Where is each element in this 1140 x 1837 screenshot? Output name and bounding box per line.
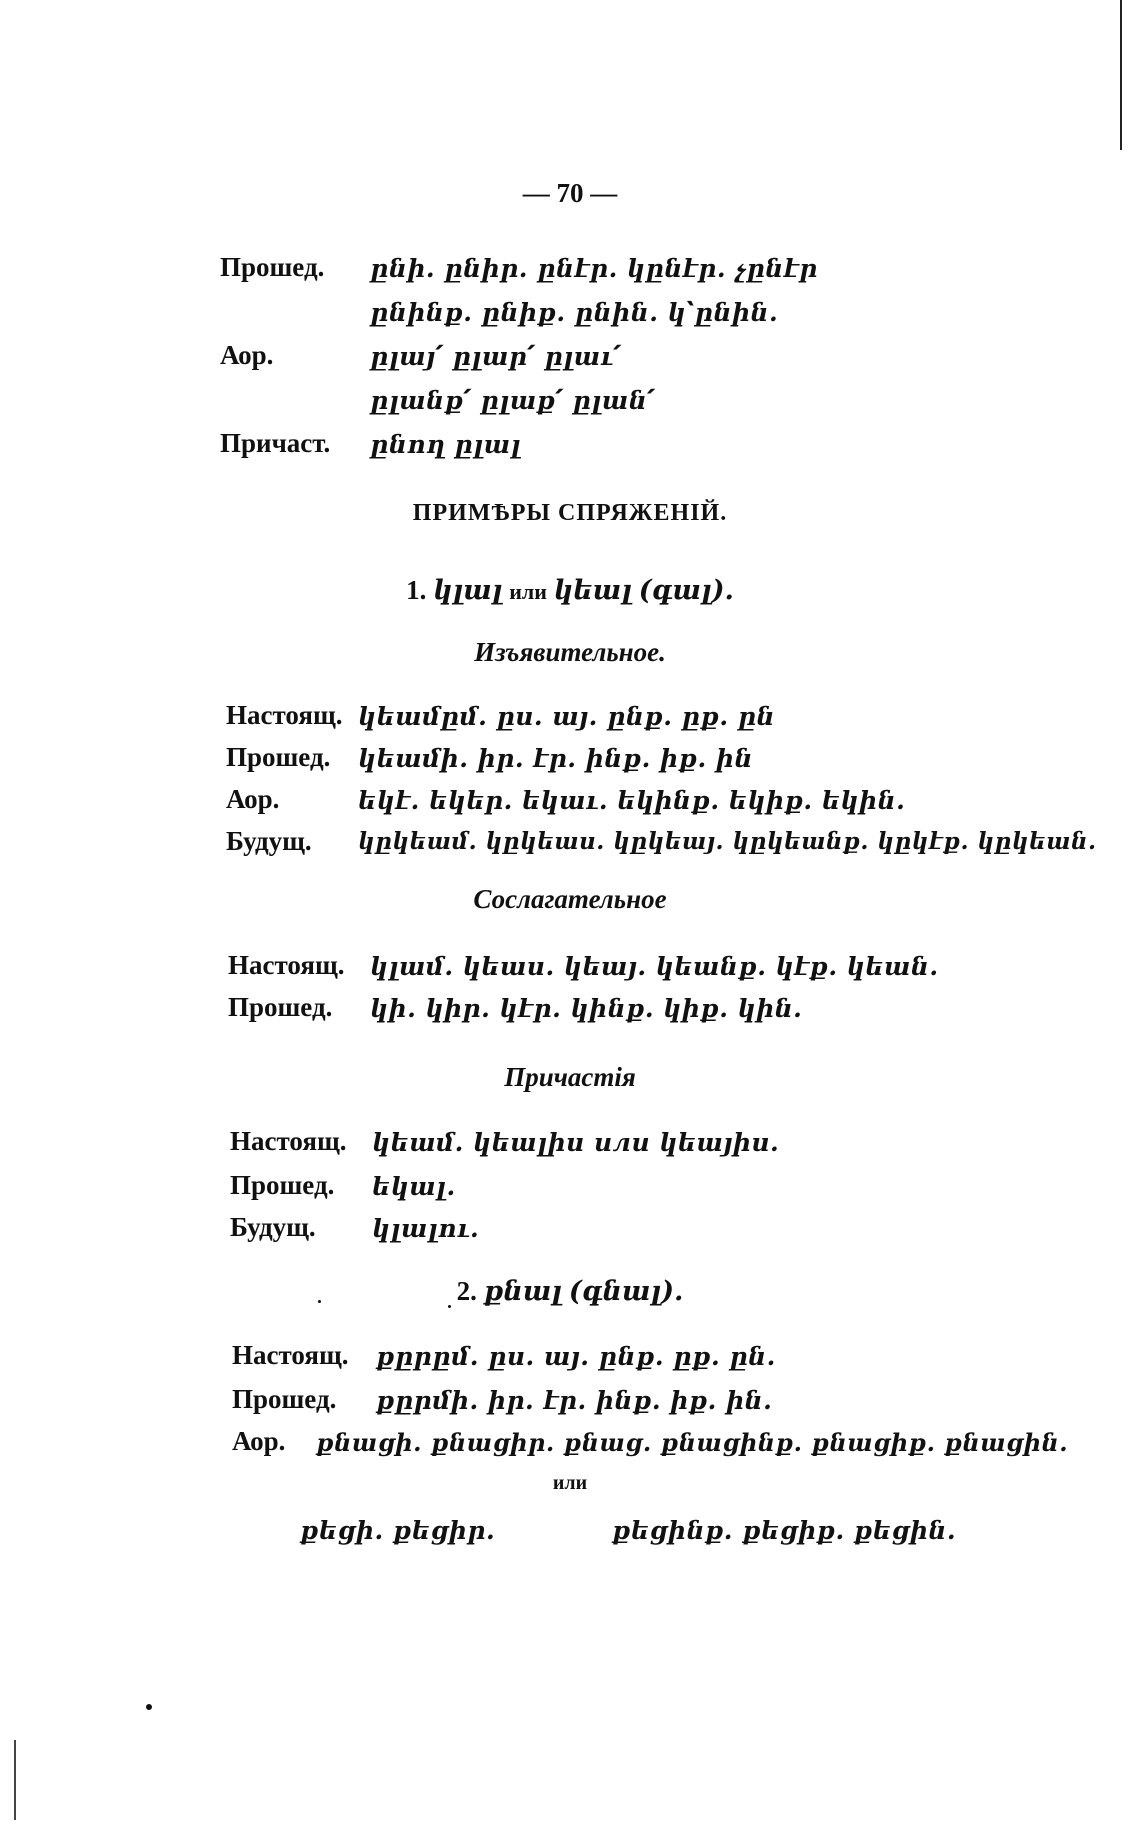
verb1-word-a: կլալ: [433, 575, 503, 606]
aorist-forms-line-2: ըլանք՛ ըլաք՛ ըլան՛: [370, 386, 656, 415]
verb1-number: 1.: [406, 575, 427, 605]
mood-subjunctive: Сослагательное: [473, 884, 667, 914]
aorist-forms-line-1: ըլայ՛ ըլար՛ ըլաւ՛: [370, 342, 622, 371]
forms-present: քըրըմ․ ըս․ այ․ ընք․ ըք․ ըն.: [376, 1342, 776, 1371]
label-aorist: Аор.: [220, 340, 274, 370]
page-number: — 70 —: [522, 178, 618, 208]
forms-present: կեամ․ կեալիս или կեայիս.: [372, 1128, 780, 1157]
label-participle: Причаст.: [220, 428, 331, 458]
verb1-title: [0, 575, 1140, 606]
mood-participle: Причастія: [504, 1062, 636, 1092]
label-past: Прошед.: [230, 1170, 335, 1200]
verb1-connector: или: [509, 579, 547, 604]
speck: [318, 1300, 321, 1303]
forms-future: կլալու.: [372, 1214, 480, 1243]
participle-forms: ընող ըլալ: [370, 430, 522, 459]
verb2-word: քնալ: [483, 1276, 563, 1307]
label-past: Прошед.: [220, 252, 325, 282]
alt-forms-right: քեցինք․ քեցիք․ քեցին.: [612, 1516, 957, 1545]
label-present: Настоящ.: [226, 700, 343, 730]
forms-past: եկալ.: [372, 1172, 456, 1201]
scan-edge-line-bottom: [14, 1740, 16, 1820]
section-heading: ПРИМѢРЫ СПРЯЖЕНІЙ.: [412, 500, 728, 526]
label-future: Будущ.: [230, 1212, 316, 1242]
forms-aorist: քնացի․ քնացիր․ քնաց․ քնացինք․ քնացիք․ քնացին.: [316, 1428, 1069, 1457]
verb2-number: 2.: [456, 1276, 477, 1306]
verb2-gloss: (գնալ).: [568, 1276, 684, 1307]
forms-past: կեամի․ իր․ էր․ ինք․ իք․ ին: [358, 744, 753, 773]
speck: [146, 1704, 152, 1710]
verb1-word-b: կեալ: [553, 575, 633, 606]
label-aorist: Аор.: [226, 784, 280, 814]
label-past: Прошед.: [228, 992, 333, 1022]
label-past: Прошед.: [232, 1384, 337, 1414]
label-present: Настоящ.: [228, 950, 345, 980]
verb2-connector: или: [552, 1472, 588, 1494]
label-present: Настоящ.: [230, 1126, 347, 1156]
label-future: Будущ.: [226, 826, 312, 856]
label-past: Прошед.: [226, 742, 331, 772]
forms-future: կըկեամ․ կըկեաս․ կըկեայ․ կըկեանք․ կըկէք․ կըկեան.: [358, 828, 1097, 855]
forms-past: կի․ կիր․ կէր․ կինք․ կիք․ կին.: [370, 994, 803, 1023]
forms-present: կլամ․ կեաս․ կեայ․ կեանք․ կէք․ կեան․: [370, 952, 939, 981]
scan-edge-line: [1120, 0, 1122, 150]
verb2-title: [0, 1276, 1140, 1307]
forms-aorist: եկէ․ եկեր․ եկաւ․ եկինք․ եկիք․ եկին.: [358, 786, 906, 815]
forms-present: կեամըմ․ ըս․ այ․ ընք․ ըք․ ըն: [358, 702, 776, 731]
past-forms-line-1: ընի․ ընիր․ ընէր․ կընէր․ չընէր: [370, 254, 818, 283]
label-present: Настоящ.: [232, 1340, 349, 1370]
alt-forms-left: քեցի․ քեցիր․: [300, 1516, 496, 1545]
verb1-gloss: (գալ).: [638, 575, 734, 606]
mood-indicative: Изъявительное.: [474, 637, 666, 667]
past-forms-line-2: ընինք․ ընիք․ ընին․ կ՝ընին.: [370, 298, 779, 327]
label-aorist: Аор.: [232, 1426, 286, 1456]
forms-past: քըրմի․ իր․ էր․ ինք․ իք․ ին.: [376, 1386, 773, 1415]
speck: [448, 1305, 451, 1308]
